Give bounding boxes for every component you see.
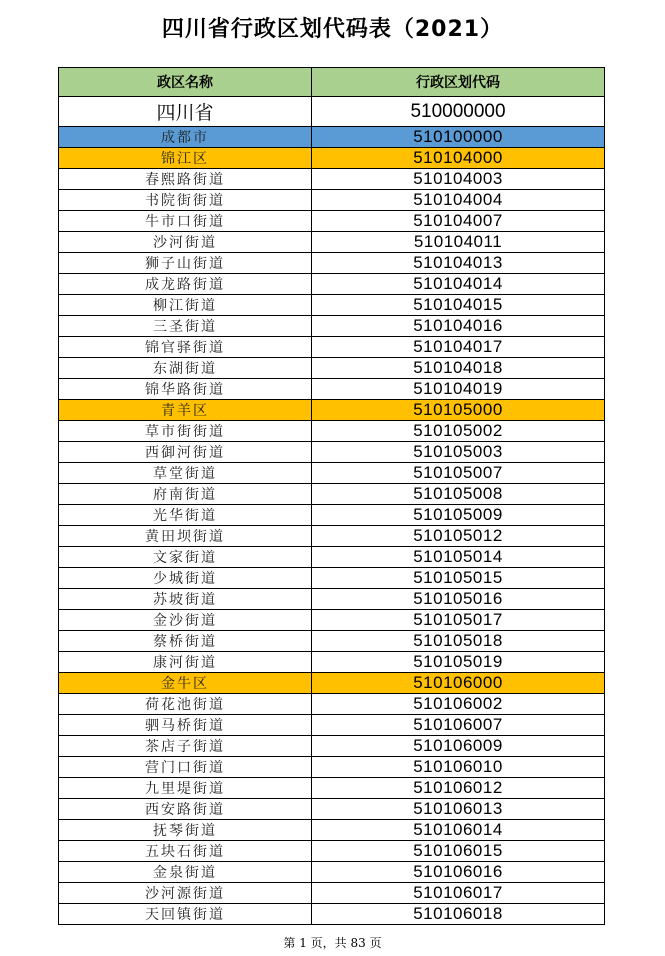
- division-code: 510106013: [312, 799, 605, 820]
- street-row: [59, 379, 605, 400]
- division-code: 510104011: [312, 232, 605, 253]
- division-name: 书院街街道: [59, 190, 312, 211]
- division-code: 510104003: [312, 169, 605, 190]
- division-code: 510104016: [312, 316, 605, 337]
- street-row: [59, 778, 605, 799]
- division-name: 东湖街道: [59, 358, 312, 379]
- division-name: 营门口街道: [59, 757, 312, 778]
- street-row: [59, 211, 605, 232]
- division-name: 文家街道: [59, 547, 312, 568]
- street-row: [59, 505, 605, 526]
- division-code: 510105018: [312, 631, 605, 652]
- division-code: 510105008: [312, 484, 605, 505]
- division-name: 西御河街道: [59, 442, 312, 463]
- division-code: 510106012: [312, 778, 605, 799]
- division-code: 510106017: [312, 883, 605, 904]
- street-row: [59, 715, 605, 736]
- division-code: 510106018: [312, 904, 605, 925]
- street-row: [59, 694, 605, 715]
- division-code: 510104013: [312, 253, 605, 274]
- street-row: [59, 862, 605, 883]
- street-row: [59, 274, 605, 295]
- division-name: 抚琴街道: [59, 820, 312, 841]
- division-name: 康河街道: [59, 652, 312, 673]
- division-code-table: [58, 67, 605, 925]
- division-code: 510104004: [312, 190, 605, 211]
- district-row: [59, 400, 605, 421]
- street-row: [59, 484, 605, 505]
- street-row: [59, 232, 605, 253]
- division-code: 510105000: [312, 400, 605, 421]
- street-row: [59, 169, 605, 190]
- division-name: 成都市: [59, 127, 312, 148]
- street-row: [59, 610, 605, 631]
- division-name: 金牛区: [59, 673, 312, 694]
- street-row: [59, 841, 605, 862]
- division-code: 510104014: [312, 274, 605, 295]
- division-name: 五块石街道: [59, 841, 312, 862]
- district-row: [59, 148, 605, 169]
- division-code: 510105003: [312, 442, 605, 463]
- division-name: 锦华路街道: [59, 379, 312, 400]
- division-code: 510105002: [312, 421, 605, 442]
- division-name: 春熙路街道: [59, 169, 312, 190]
- division-name: 成龙路街道: [59, 274, 312, 295]
- division-name: 沙河源街道: [59, 883, 312, 904]
- division-name: 九里堤街道: [59, 778, 312, 799]
- division-code: 510106014: [312, 820, 605, 841]
- division-name: 金沙街道: [59, 610, 312, 631]
- division-name: 少城街道: [59, 568, 312, 589]
- street-row: [59, 316, 605, 337]
- division-name: 金泉街道: [59, 862, 312, 883]
- street-row: [59, 589, 605, 610]
- street-row: [59, 631, 605, 652]
- division-code: 510104019: [312, 379, 605, 400]
- division-name: 黄田坝街道: [59, 526, 312, 547]
- division-name: 驷马桥街道: [59, 715, 312, 736]
- street-row: [59, 904, 605, 925]
- division-name: 茶店子街道: [59, 736, 312, 757]
- division-code: 510105014: [312, 547, 605, 568]
- division-code: 510104000: [312, 148, 605, 169]
- division-name: 柳江街道: [59, 295, 312, 316]
- street-row: [59, 190, 605, 211]
- division-code: 510105007: [312, 463, 605, 484]
- street-row: [59, 463, 605, 484]
- division-code: 510104007: [312, 211, 605, 232]
- street-row: [59, 736, 605, 757]
- division-code: 510106007: [312, 715, 605, 736]
- division-name: 沙河街道: [59, 232, 312, 253]
- page-title: 四川省行政区划代码表（2021）: [161, 17, 504, 42]
- province-row: [59, 97, 605, 127]
- division-code: 510106002: [312, 694, 605, 715]
- division-code: 510106016: [312, 862, 605, 883]
- street-row: [59, 421, 605, 442]
- province-name: 四川省: [59, 97, 312, 127]
- division-name: 三圣街道: [59, 316, 312, 337]
- column-header-name: 政区名称: [59, 68, 312, 97]
- division-name: 锦江区: [59, 148, 312, 169]
- division-code: 510105019: [312, 652, 605, 673]
- province-code: 510000000: [312, 97, 605, 127]
- city-row: [59, 127, 605, 148]
- division-code: 510105016: [312, 589, 605, 610]
- division-code: 510105015: [312, 568, 605, 589]
- division-code: 510104018: [312, 358, 605, 379]
- street-row: [59, 337, 605, 358]
- division-name: 荷花池街道: [59, 694, 312, 715]
- street-row: [59, 799, 605, 820]
- street-row: [59, 358, 605, 379]
- division-code: 510106010: [312, 757, 605, 778]
- street-row: [59, 757, 605, 778]
- street-row: [59, 883, 605, 904]
- division-name: 草堂街道: [59, 463, 312, 484]
- division-code: 510106009: [312, 736, 605, 757]
- street-row: [59, 652, 605, 673]
- division-name: 蔡桥街道: [59, 631, 312, 652]
- division-name: 青羊区: [59, 400, 312, 421]
- street-row: [59, 442, 605, 463]
- division-name: 锦官驿街道: [59, 337, 312, 358]
- street-row: [59, 526, 605, 547]
- column-header-code: 行政区划代码: [312, 68, 605, 97]
- division-name: 草市街街道: [59, 421, 312, 442]
- division-code: 510104015: [312, 295, 605, 316]
- street-row: [59, 253, 605, 274]
- division-name: 狮子山街道: [59, 253, 312, 274]
- division-name: 天回镇街道: [59, 904, 312, 925]
- district-row: [59, 673, 605, 694]
- page-footer: 第 1 页，共 83 页: [283, 936, 382, 950]
- division-code: 510105017: [312, 610, 605, 631]
- division-code: 510106015: [312, 841, 605, 862]
- division-code: 510105012: [312, 526, 605, 547]
- division-code: 510105009: [312, 505, 605, 526]
- street-row: [59, 295, 605, 316]
- division-name: 苏坡街道: [59, 589, 312, 610]
- table-header-row: [59, 68, 605, 97]
- division-name: 牛市口街道: [59, 211, 312, 232]
- division-code: 510100000: [312, 127, 605, 148]
- division-name: 府南街道: [59, 484, 312, 505]
- street-row: [59, 820, 605, 841]
- division-name: 西安路街道: [59, 799, 312, 820]
- street-row: [59, 568, 605, 589]
- division-code: 510104017: [312, 337, 605, 358]
- division-name: 光华街道: [59, 505, 312, 526]
- street-row: [59, 547, 605, 568]
- division-code: 510106000: [312, 673, 605, 694]
